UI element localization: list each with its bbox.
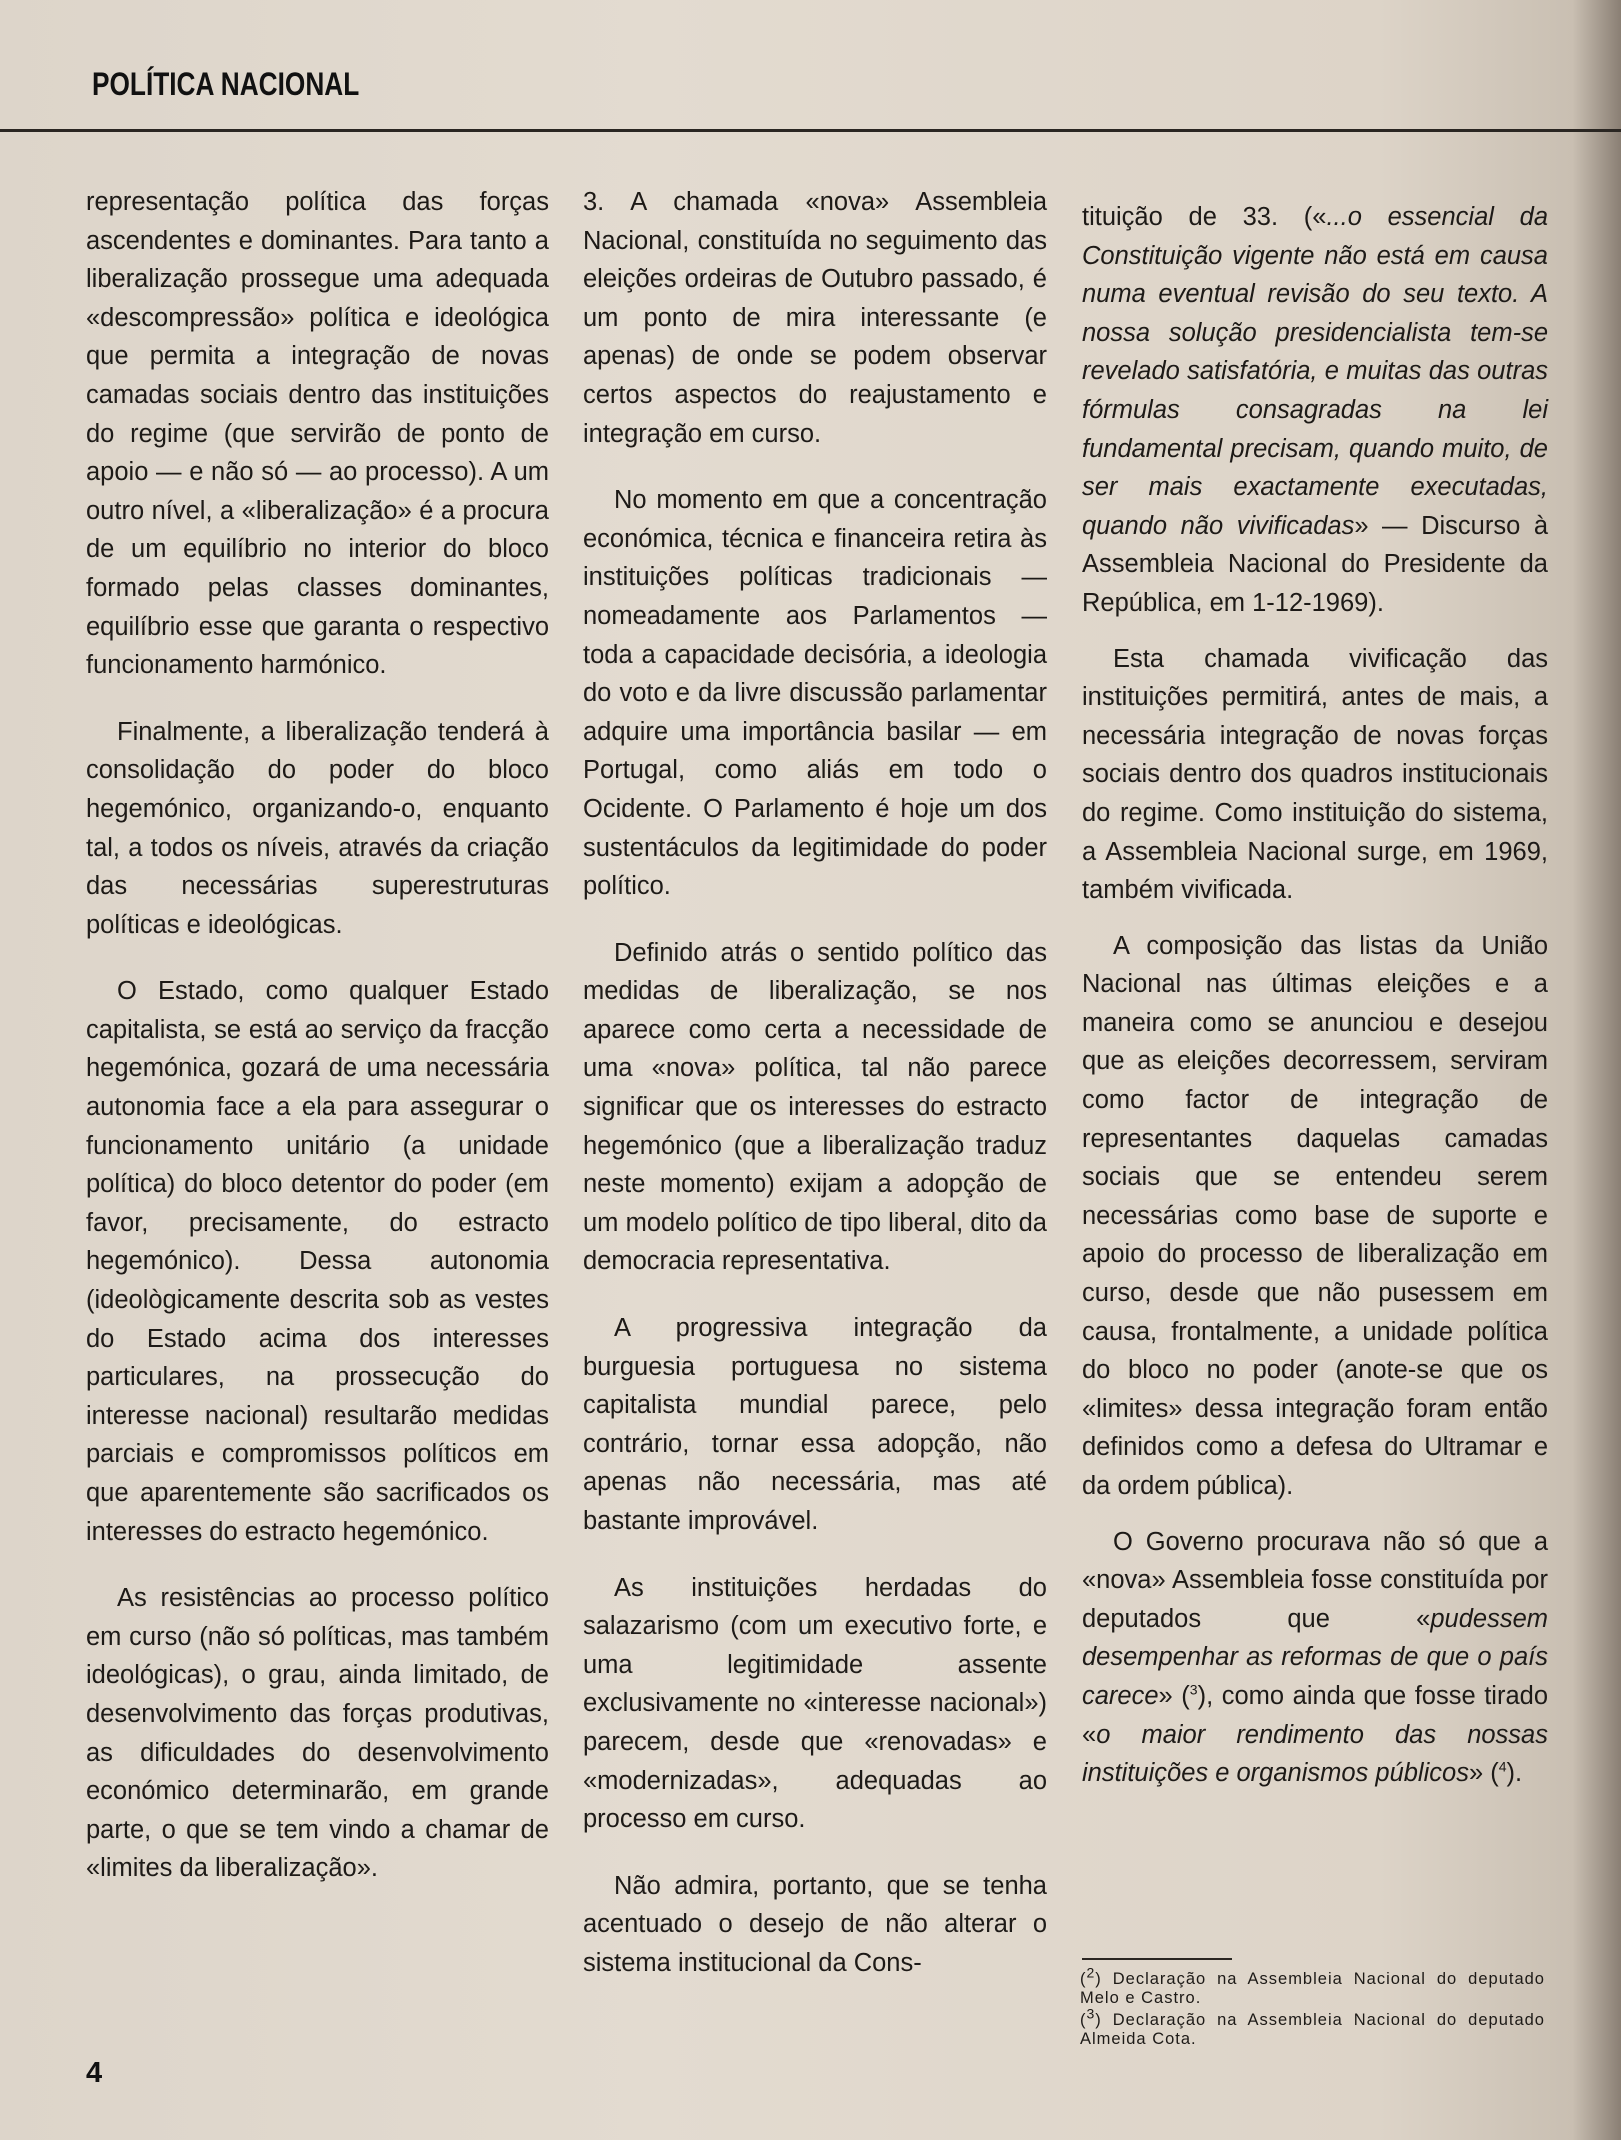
text: ). <box>1506 1759 1523 1788</box>
quote: o maior rendimento das nossas instituições e organismos públicos <box>1082 1720 1548 1788</box>
footnote-ref: 4 <box>1498 1758 1507 1775</box>
quote: pudessem desempenhar as reformas de que o país carece <box>1082 1604 1548 1710</box>
text: » — Discurso à Assembleia Nacional do Presidente da República, em 1-12-1969). <box>1082 511 1548 617</box>
paragraph <box>1082 198 1548 623</box>
header-divider <box>0 129 1621 132</box>
column-2 <box>583 183 1047 2011</box>
footnote-mark: 3 <box>1086 2005 1096 2022</box>
footnote: ($^3$) Declaração na Assembleia Nacional do deputado Almeida Cota. <box>1080 2005 1545 2048</box>
footnote-mark: 2 <box>1086 1964 1096 1981</box>
paragraph: Esta chamada vivificação das instituições permitirá, antes de mais, a necessária integração de novas forças sociais dentro dos quadros institucionais do regime. Como instituição do sistema, a Assembleia Nacional surge, em 1969, também vivificada. <box>1082 644 1548 905</box>
paragraph: Definido atrás o sentido político das medidas de liberalização, se nos aparece como certa a necessidade de uma «nova» política, tal não parece significar que os interesses do estracto hegemónico (que a liberalização traduz neste momento) exijam a adopção de um modelo político de tipo liberal, dito da democracia representativa. <box>583 938 1047 1276</box>
text: » ( <box>1158 1681 1190 1710</box>
paragraph: Finalmente, a liberalização tenderá à consolidação do poder do bloco hegemónico, organizando-o, enquanto tal, a todos os níveis, através da criação das necessárias superestruturas políticas e ideológicas. <box>86 717 549 939</box>
quote: ...o essencial da Constituição vigente não está em causa numa eventual revisão do seu texto. A nossa solução presidencialista tem-se revelado satisfatória, e muitas das outras fórmulas consagradas na lei fundamental precisam, quando muito, de ser mais exactamente executadas, quando não vivificadas <box>1082 203 1548 540</box>
column-3 <box>1082 198 1548 1810</box>
paragraph: 3. A chamada «nova» Assembleia Nacional, constituída no seguimento das eleições ordeiras de Outubro passado, é um ponto de mira interessante (e apenas) de onde se podem observar certos aspectos do reajustamento e integração em curso. <box>583 188 1047 448</box>
paragraph: As instituições herdadas do salazarismo (com um executivo forte, e uma legitimidade assente exclusivamente no «interesse nacional») parecem, desde que «renovadas» e «modernizadas», adequadas ao processo em curso. <box>583 1573 1047 1834</box>
footnote-divider <box>1082 1958 1232 1960</box>
paragraph: Não admira, portanto, que se tenha acentuado o desejo de não alterar o sistema institucional da Cons- <box>583 1871 1047 1977</box>
text: tituição de 33. (« <box>1082 203 1327 231</box>
paragraph: representação política das forças ascendentes e dominantes. Para tanto a liberalização prossegue uma adequada «descompressão» política e ideológica que permita a integração de novas camadas sociais dentro das instituições do regime (que servirão de ponto de apoio — e não só — ao processo). A um outro nível, a «liberalização» é a procura de um equilíbrio no interior do bloco formado pelas classes dominantes, equilíbrio esse que garanta o respectivo funcionamento harmónico. <box>86 188 549 680</box>
text: » ( <box>1468 1759 1499 1788</box>
footnote: ($^2$) Declaração na Assembleia Nacional do deputado Melo e Castro. <box>1080 1964 1545 2007</box>
page-number: 4 <box>86 2057 103 2089</box>
text: ), como ainda que fosse tirado « <box>1082 1681 1549 1749</box>
text: O Governo procurava não só que a «nova» Assembleia fosse constituída por deputados que « <box>1082 1527 1548 1633</box>
paragraph: No momento em que a concentração económica, técnica e financeira retira às instituições políticas tradicionais — nomeadamente aos Parlamentos — toda a capacidade decisória, a ideologia do voto e da livre discussão parlamentar adquire uma importância basilar — em Portugal, como aliás em todo o Ocidente. O Parlamento é hoje um dos sustentáculos da legitimidade do poder político. <box>583 486 1047 901</box>
section-title: POLÍTICA NACIONAL <box>92 66 360 102</box>
column-1 <box>86 183 549 1916</box>
footnote-text: Declaração na Assembleia Nacional do deputado Almeida Cota. <box>1080 2011 1545 2048</box>
footnote-text: Declaração na Assembleia Nacional do deputado Melo e Castro. <box>1080 1970 1545 2007</box>
paragraph: A composição das listas da União Nacional nas últimas eleições e a maneira como se anunciou e desejou que as eleições decorressem, serviram como factor de integração de representantes daquelas camadas sociais que se entendeu serem necessárias como base de suporte e apoio do processo de liberalização em curso, desde que não pusessem em causa, frontalmente, a unidade política do bloco no poder (anote-se que os «limites» dessa integração foram então definidos como a defesa do Ultramar e da ordem pública). <box>1082 931 1548 1500</box>
footnote-ref: 3 <box>1189 1681 1198 1698</box>
footnotes <box>1080 1964 1545 2052</box>
paragraph: O Estado, como qualquer Estado capitalista, se está ao serviço da fracção hegemónica, gozará de uma necessária autonomia face a ela para assegurar o funcionamento unitário (a unidade política) do bloco detentor do poder (em favor, precisamente, do estracto hegemónico). Dessa autonomia (ideològicamente descrita sob as vestes do Estado acima dos interesses particulares, na prossecução do interesse nacional) resultarão medidas parciais e compromissos políticos em que aparentemente são sacrificados os interesses do estracto hegemónico. <box>86 977 549 1546</box>
paragraph <box>1082 1523 1548 1793</box>
paragraph: A progressiva integração da burguesia portuguesa no sistema capitalista mundial parece, pelo contrário, tornar essa adopção, não apenas não necessária, mas até bastante improvável. <box>583 1314 1047 1535</box>
paragraph: As resistências ao processo político em curso (não só políticas, mas também ideológicas), o grau, ainda limitado, de desenvolvimento das forças produtivas, as dificuldades do desenvolvimento económico determinarão, em grande parte, o que se tem vindo a chamar de «limites da liberalização». <box>86 1584 549 1883</box>
